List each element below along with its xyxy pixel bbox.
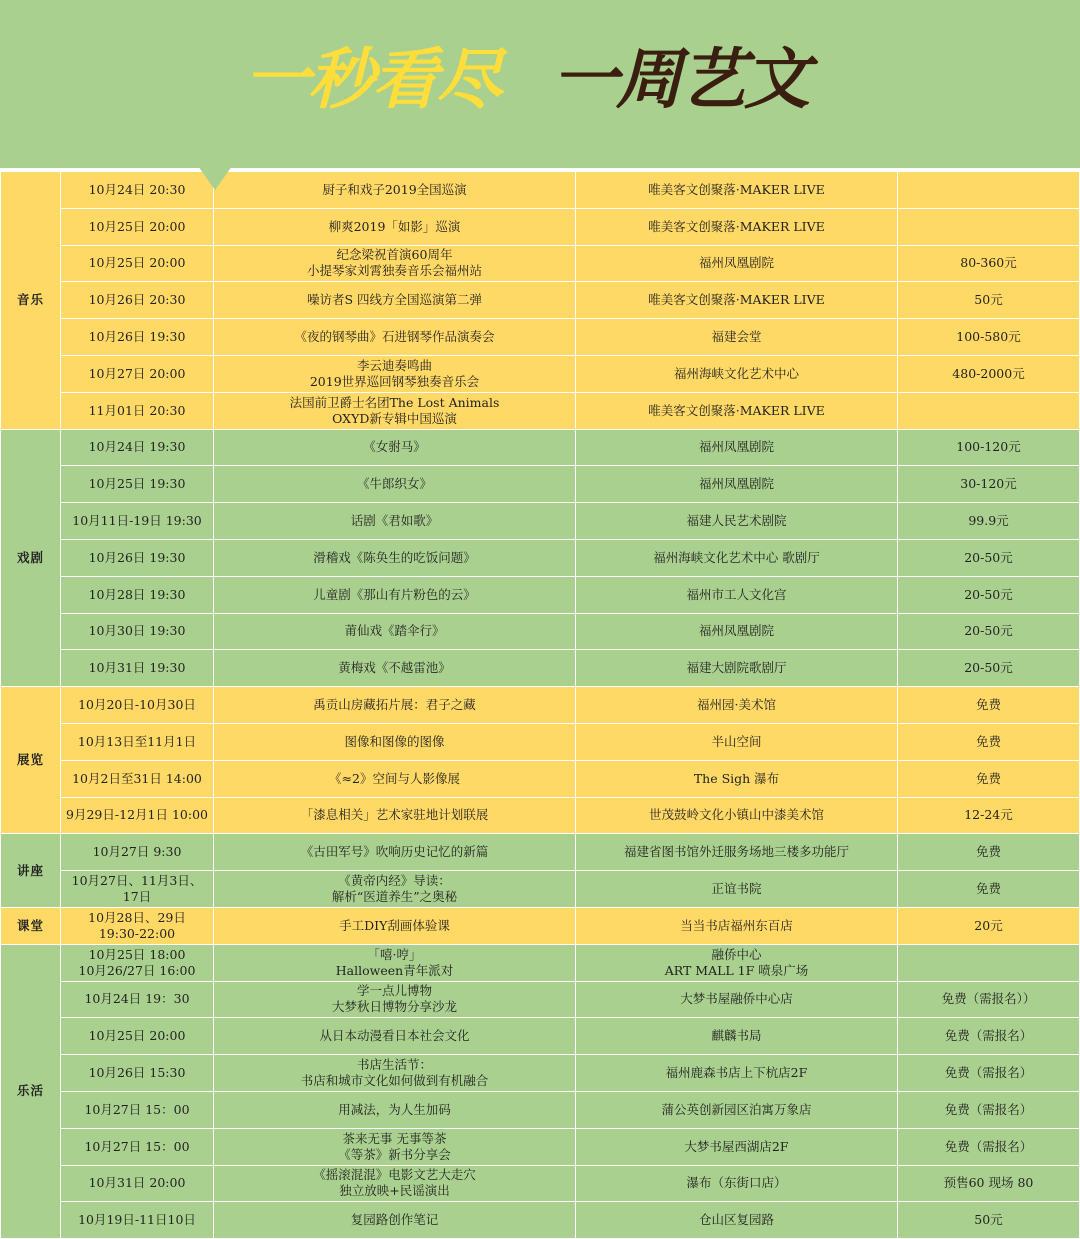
event-time: 10月25日 20:00 [61,208,214,245]
event-price: 免费 [898,723,1080,760]
table-row [1,834,1080,871]
event-venue: 福建省图书馆外迁服务场地三楼多功能厅 [576,834,898,871]
event-venue: 福州海峡文化艺术中心 [576,355,898,392]
event-price: 免费 [898,834,1080,871]
event-time: 10月24日 19:30 [61,429,214,466]
event-price [898,392,1080,429]
event-price: 预售60 现场 80 [898,1165,1080,1202]
event-time: 10月25日 20:00 [61,1018,214,1055]
event-time: 10月26日 19:30 [61,539,214,576]
event-title: 《摇滚混混》电影文艺大走穴 独立放映+民谣演出 [214,1165,576,1202]
event-time: 10月27日 9:30 [61,834,214,871]
event-time: 10月25日 20:00 [61,245,214,282]
event-time: 10月28日 19:30 [61,576,214,613]
event-venue: 当当书店福州东百店 [576,907,898,944]
event-title: 用减法，为人生加码 [214,1091,576,1128]
category-label: 音乐 [1,172,61,430]
event-time: 10月25日 18:00 10月26/27日 16:00 [61,944,214,981]
table-row [1,1055,1080,1092]
table-row [1,1165,1080,1202]
event-time: 10月31日 19:30 [61,650,214,687]
event-venue: The Sigh 瀑布 [576,760,898,797]
event-title: 《≈2》空间与人影像展 [214,760,576,797]
event-title: 莆仙戏《踏伞行》 [214,613,576,650]
table-row [1,319,1080,356]
table-row [1,687,1080,724]
event-venue: 福州鹿森书店上下杭店2F [576,1055,898,1092]
event-price: 50元 [898,1202,1080,1239]
event-price: 免费 [898,871,1080,908]
event-venue: 融侨中心 ART MALL 1F 喷泉广场 [576,944,898,981]
event-venue: 唯美客文创聚落·MAKER LIVE [576,282,898,319]
event-time: 10月27日、11月3日、 17日 [61,871,214,908]
table-row [1,1091,1080,1128]
event-title: 黄梅戏《不越雷池》 [214,650,576,687]
event-price: 480-2000元 [898,355,1080,392]
event-price: 99.9元 [898,503,1080,540]
category-label: 课堂 [1,907,61,944]
event-time: 10月2日至31日 14:00 [61,760,214,797]
event-time: 10月13日至11月1日 [61,723,214,760]
event-title: 噪访者S 四线方全国巡演第二弹 [214,282,576,319]
event-price: 免费（需报名） [898,1091,1080,1128]
event-title: 纪念梁祝首演60周年 小提琴家刘霄独奏音乐会福州站 [214,245,576,282]
event-title: 《夜的钢琴曲》石进钢琴作品演奏会 [214,319,576,356]
event-venue: 麒麟书局 [576,1018,898,1055]
event-time: 10月20日-10月30日 [61,687,214,724]
header-pointer [198,166,232,190]
event-venue: 正谊书院 [576,871,898,908]
event-price: 免费（需报名） [898,1018,1080,1055]
event-title: 禹贡山房藏拓片展：君子之藏 [214,687,576,724]
event-price: 30-120元 [898,466,1080,503]
event-title: 《牛郎织女》 [214,466,576,503]
event-time: 11月01日 20:30 [61,392,214,429]
event-venue: 福建会堂 [576,319,898,356]
table-row [1,723,1080,760]
event-title: 柳爽2019「如影」巡演 [214,208,576,245]
event-price: 100-120元 [898,429,1080,466]
event-price: 20-50元 [898,613,1080,650]
table-row [1,539,1080,576]
event-title: 「漆息相关」艺术家驻地计划联展 [214,797,576,834]
event-venue: 福州凤凰剧院 [576,429,898,466]
table-row [1,650,1080,687]
event-title: 学一点儿博物 大梦秋日博物分享沙龙 [214,981,576,1018]
event-venue: 唯美客文创聚落·MAKER LIVE [576,172,898,209]
event-price [898,172,1080,209]
event-time: 10月26日 15:30 [61,1055,214,1092]
event-price: 20元 [898,907,1080,944]
event-time: 10月26日 20:30 [61,282,214,319]
event-title: 话剧《君如歌》 [214,503,576,540]
event-title: 《古田军号》吹响历史记忆的新篇 [214,834,576,871]
event-price [898,944,1080,981]
event-price: 免费 [898,687,1080,724]
event-title: 儿童剧《那山有片粉色的云》 [214,576,576,613]
table-row [1,907,1080,944]
events-table [0,171,1080,1239]
category-label: 戏剧 [1,429,61,687]
event-venue: 仓山区复园路 [576,1202,898,1239]
event-title: 《女驸马》 [214,429,576,466]
table-row [1,245,1080,282]
event-venue: 福州凤凰剧院 [576,613,898,650]
event-time: 10月24日 20:30 [61,172,214,209]
header-banner [0,0,1080,168]
event-price: 免费（需报名）） [898,981,1080,1018]
event-price: 100-580元 [898,319,1080,356]
table-row [1,282,1080,319]
event-time: 10月25日 19:30 [61,466,214,503]
event-price [898,208,1080,245]
table-row [1,392,1080,429]
table-row [1,1018,1080,1055]
event-venue: 福州凤凰剧院 [576,245,898,282]
table-row [1,576,1080,613]
event-time: 9月29日-12月1日 10:00 [61,797,214,834]
event-title: 从日本动漫看日本社会文化 [214,1018,576,1055]
table-row [1,503,1080,540]
event-time: 10月27日 20:00 [61,355,214,392]
event-price: 20-50元 [898,576,1080,613]
table-row [1,944,1080,981]
event-venue: 半山空间 [576,723,898,760]
event-price: 12-24元 [898,797,1080,834]
event-time: 10月27日 15：00 [61,1128,214,1165]
table-row [1,981,1080,1018]
event-venue: 福建大剧院歌剧厅 [576,650,898,687]
event-title: 图像和图像的图像 [214,723,576,760]
table-row [1,172,1080,209]
event-venue: 瀑布（东街口店） [576,1165,898,1202]
event-price: 80-360元 [898,245,1080,282]
event-venue: 世茂鼓岭文化小镇山中漆美术馆 [576,797,898,834]
event-title: 法国前卫爵士名团The Lost Animals OXYD新专辑中国巡演 [214,392,576,429]
event-title: 《黄帝内经》导读： 解析“医道养生”之奥秘 [214,871,576,908]
event-time: 10月31日 20:00 [61,1165,214,1202]
event-venue: 大梦书屋西湖店2F [576,1128,898,1165]
event-price: 免费（需报名） [898,1055,1080,1092]
event-venue: 唯美客文创聚落·MAKER LIVE [576,392,898,429]
event-venue: 福州园·美术馆 [576,687,898,724]
event-title: 滑稽戏《陈奂生的吃饭问题》 [214,539,576,576]
event-price: 免费（需报名） [898,1128,1080,1165]
event-title: 厨子和戏子2019全国巡演 [214,172,576,209]
table-row [1,208,1080,245]
table-row [1,613,1080,650]
event-venue: 福建人民艺术剧院 [576,503,898,540]
event-time: 10月27日 15：00 [61,1091,214,1128]
event-title: 书店生活节： 书店和城市文化如何做到有机融合 [214,1055,576,1092]
event-time: 10月11日-19日 19:30 [61,503,214,540]
title-part1: 一秒看尽 [244,41,500,118]
table-row [1,1128,1080,1165]
event-venue: 福州海峡文化艺术中心 歌剧厅 [576,539,898,576]
event-time: 10月28日、29日 19:30-22:00 [61,907,214,944]
event-price: 免费 [898,760,1080,797]
event-venue: 蒲公英创新园区泊寓万象店 [576,1091,898,1128]
table-row [1,429,1080,466]
table-row [1,760,1080,797]
category-label: 乐活 [1,944,61,1238]
title-part2: 一周艺文 [552,41,808,118]
event-venue: 福州凤凰剧院 [576,466,898,503]
table-row [1,797,1080,834]
event-time: 10月19日-11日10日 [61,1202,214,1239]
event-venue: 福州市工人文化宫 [576,576,898,613]
table-row [1,355,1080,392]
event-price: 20-50元 [898,539,1080,576]
table-row [1,1202,1080,1239]
event-title: 手工DIY刮画体验课 [214,907,576,944]
event-time: 10月30日 19:30 [61,613,214,650]
event-title: 茶来无事 无事等茶 《等茶》新书分享会 [214,1128,576,1165]
event-title: 复园路创作笔记 [214,1202,576,1239]
event-time: 10月24日 19：30 [61,981,214,1018]
event-venue: 唯美客文创聚落·MAKER LIVE [576,208,898,245]
event-price: 50元 [898,282,1080,319]
event-time: 10月26日 19:30 [61,319,214,356]
event-price: 20-50元 [898,650,1080,687]
category-label: 讲座 [1,834,61,908]
event-title: 李云迪奏鸣曲 2019世界巡回钢琴独奏音乐会 [214,355,576,392]
event-title: 「嘻·哼」 Halloween青年派对 [214,944,576,981]
table-row [1,871,1080,908]
table-row [1,466,1080,503]
event-venue: 大梦书屋融侨中心店 [576,981,898,1018]
category-label: 展览 [1,687,61,834]
